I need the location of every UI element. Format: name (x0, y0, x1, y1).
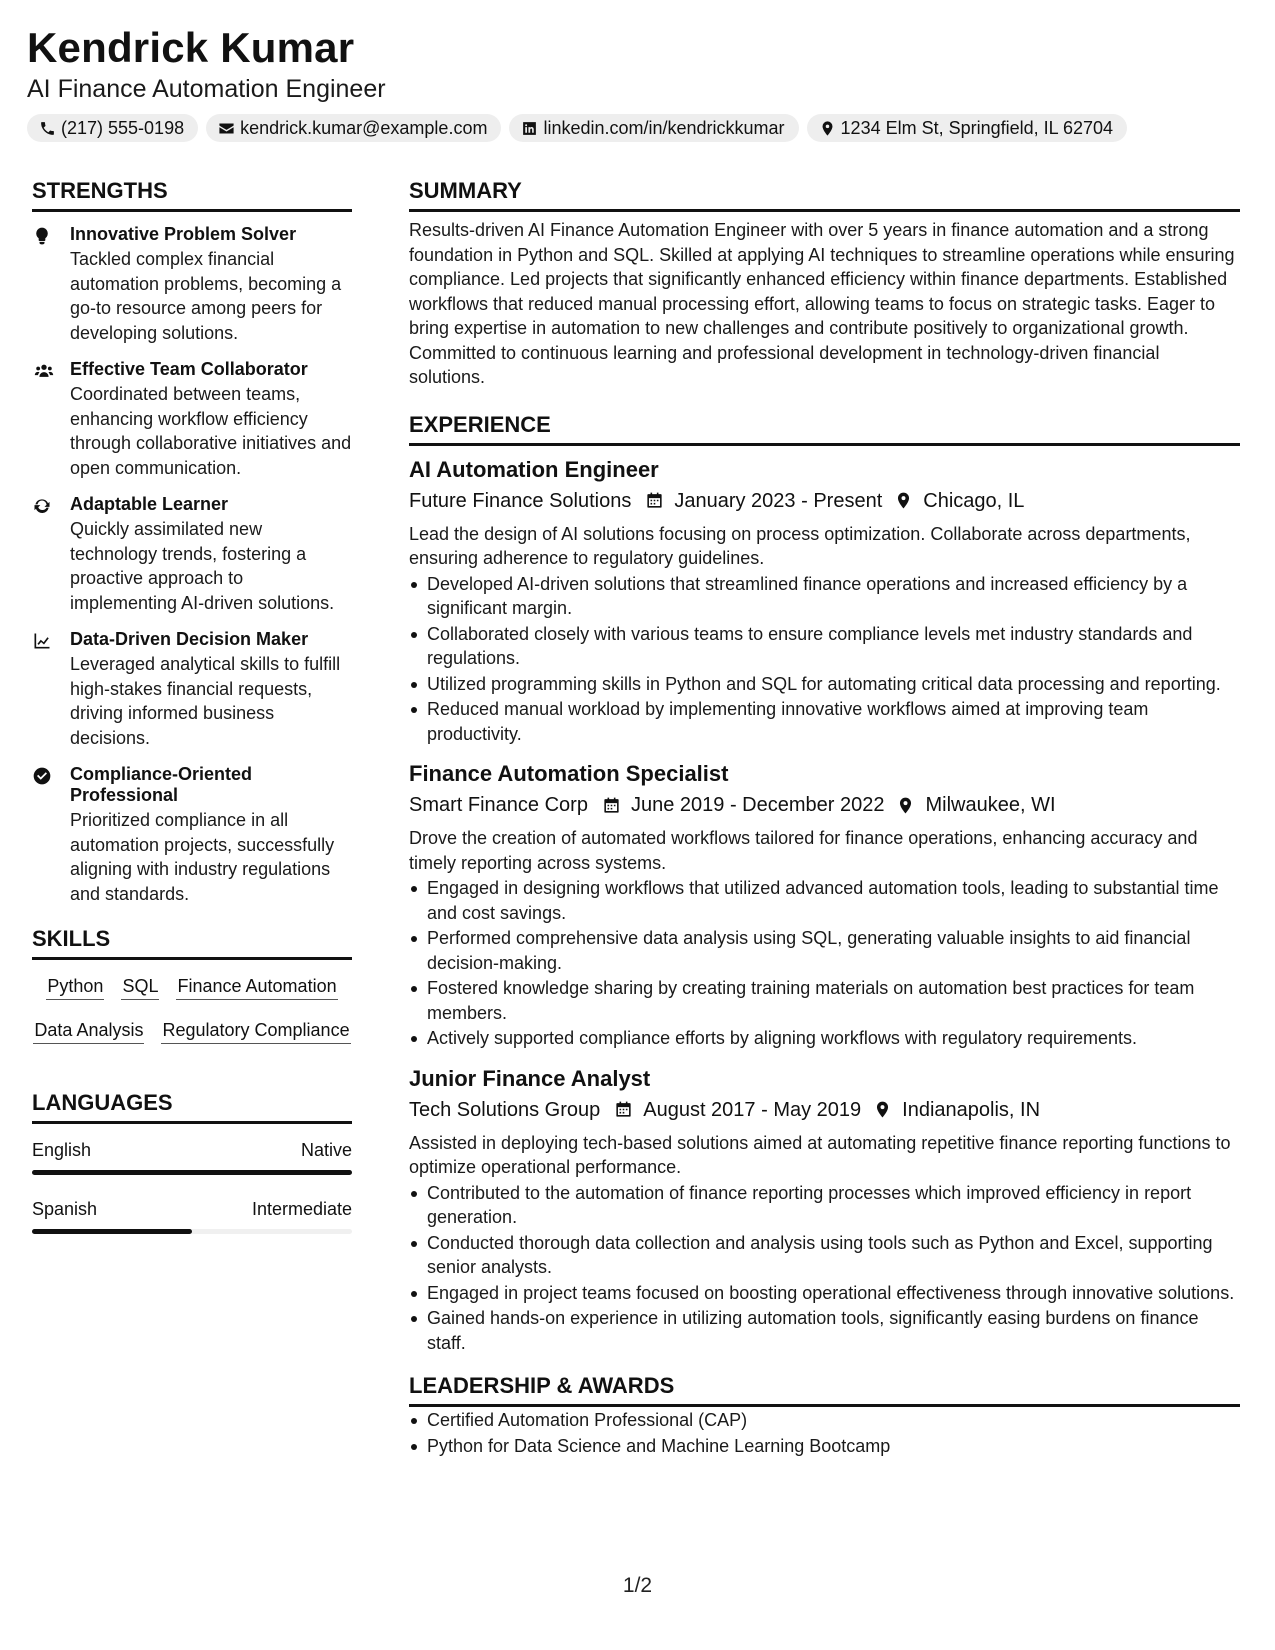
strength-title: Adaptable Learner (70, 494, 229, 514)
strength-title: Data-Driven Decision Maker (70, 629, 309, 649)
job-title: Junior Finance Analyst (409, 1065, 651, 1091)
contact-address-text: 1234 Elm St, Springfield, IL 62704 (840, 117, 1114, 138)
list-item: Actively supported compliance efforts by aligning workflows with regulatory requirements. (409, 1026, 1240, 1051)
job-entry (409, 760, 1240, 1051)
strengths-heading: STRENGTHS (32, 176, 352, 212)
language-name: Spanish (32, 1199, 98, 1219)
users-icon (32, 361, 56, 381)
sync-icon (32, 496, 52, 516)
list-item: Engaged in project teams focused on boosting operational effectiveness through innovative solutions. (409, 1281, 1240, 1306)
job-dates: June 2019 - December 2022 (630, 794, 885, 816)
job-entry (409, 456, 1240, 747)
strength-item (32, 764, 352, 906)
job-meta (409, 1095, 1240, 1125)
strengths-list (32, 224, 352, 906)
lightbulb-icon (32, 226, 52, 246)
language-level: Native (300, 1140, 352, 1160)
strength-desc: Prioritized compliance in all automation projects, successfully aligning with industry regulations and standards. (70, 810, 335, 904)
list-item: Gained hands-on experience in utilizing automation tools, significantly easing burdens on finance staff. (409, 1306, 1240, 1355)
job-bullets (409, 572, 1240, 747)
awards-heading: LEADERSHIP & AWARDS (409, 1371, 1240, 1407)
map-pin-icon (819, 120, 836, 137)
language-name: English (32, 1140, 92, 1160)
strength-title: Innovative Problem Solver (70, 224, 297, 244)
contact-phone-text: (217) 555-0198 (61, 117, 185, 138)
list-item: Collaborated closely with various teams to ensure compliance levels met industry standards and regulations. (409, 622, 1240, 671)
language-item (32, 1138, 352, 1175)
map-pin-icon (873, 1100, 892, 1119)
envelope-icon (218, 120, 235, 137)
contact-phone[interactable] (27, 114, 198, 142)
job-meta (409, 790, 1240, 820)
calendar-icon (614, 1100, 633, 1119)
language-proficiency-bar (32, 1229, 352, 1234)
language-proficiency-bar (32, 1170, 352, 1175)
job-description: Lead the design of AI solutions focusing on process optimization. Collaborate across departments, ensuring adherence to regulatory guidelines. (409, 523, 1191, 568)
job-company: Future Finance Solutions (409, 489, 632, 512)
skills-heading: SKILLS (32, 924, 352, 960)
line-chart-icon (32, 631, 52, 651)
job-description: Assisted in deploying tech-based solutions aimed at automating repetitive finance reporting functions to optimize operational performance. (409, 1132, 1231, 1177)
contact-linkedin-text: linkedin.com/in/kendrickkumar (543, 117, 785, 138)
experience-heading: EXPERIENCE (409, 410, 1240, 446)
list-item: Performed comprehensive data analysis using SQL, generating valuable insights to aid financial decision-making. (409, 926, 1240, 975)
calendar-icon (602, 796, 621, 815)
list-item: Engaged in designing workflows that utilized advanced automation tools, leading to substantial time and cost savings. (409, 876, 1240, 925)
skill-tag: SQL (121, 974, 159, 1000)
contact-address[interactable] (807, 114, 1128, 142)
summary-heading: SUMMARY (409, 176, 1240, 212)
job-description: Drove the creation of automated workflows tailored for finance operations, enhancing accuracy and timely reporting across systems. (409, 828, 1198, 873)
awards-list (409, 1408, 1240, 1458)
awards-section (409, 1371, 1240, 1458)
job-entry (409, 1065, 1240, 1356)
strength-title: Effective Team Collaborator (70, 359, 308, 379)
left-column (32, 176, 352, 1234)
skill-tag: Finance Automation (176, 974, 337, 1000)
resume-header (27, 22, 1257, 142)
list-item: Python for Data Science and Machine Learning Bootcamp (409, 1434, 1240, 1459)
map-pin-icon (896, 796, 915, 815)
skills-list (32, 974, 352, 1044)
strength-item (32, 629, 352, 750)
job-meta (409, 486, 1240, 516)
job-company: Tech Solutions Group (409, 1098, 601, 1121)
experience-section (409, 410, 1240, 1356)
list-item: Developed AI-driven solutions that streamlined finance operations and increased efficiency by a significant margin. (409, 572, 1240, 621)
strength-desc: Quickly assimilated new technology trends, fostering a proactive approach to implementing AI-driven solutions. (70, 519, 335, 613)
calendar-icon (645, 491, 664, 510)
list-item: Certified Automation Professional (CAP) (409, 1408, 1240, 1433)
strength-item (32, 359, 352, 480)
list-item: Fostered knowledge sharing by creating training materials on automation best practices for team members. (409, 976, 1240, 1025)
linkedin-icon (521, 120, 538, 137)
candidate-role: AI Finance Automation Engineer (27, 75, 386, 103)
contact-email-text: kendrick.kumar@example.com (240, 117, 488, 138)
job-location: Milwaukee, WI (925, 794, 1056, 816)
list-item: Contributed to the automation of finance reporting processes which improved efficiency in report generation. (409, 1181, 1240, 1230)
skill-tag: Data Analysis (33, 1018, 144, 1044)
job-location: Chicago, IL (923, 489, 1025, 512)
map-pin-icon (894, 491, 913, 510)
strength-title: Compliance-Oriented Professional (70, 764, 253, 805)
job-dates: August 2017 - May 2019 (643, 1098, 862, 1121)
list-item: Utilized programming skills in Python and SQL for automating critical data processing and reporting. (409, 672, 1240, 697)
phone-icon (39, 120, 56, 137)
job-title: AI Automation Engineer (409, 456, 659, 482)
language-level: Intermediate (251, 1199, 352, 1219)
strength-desc: Tackled complex financial automation problems, becoming a go-to resource among peers for developing solutions. (70, 249, 342, 343)
candidate-name: Kendrick Kumar (27, 24, 355, 71)
language-proficiency-fill (32, 1170, 352, 1175)
page-number: 1/2 (622, 1574, 653, 1597)
strength-item (32, 224, 352, 345)
right-column (409, 176, 1240, 1459)
skill-tag: Regulatory Compliance (161, 1018, 350, 1044)
job-title: Finance Automation Specialist (409, 761, 729, 786)
contact-email[interactable] (206, 114, 501, 142)
contact-bar (27, 114, 1257, 142)
language-item (32, 1197, 352, 1234)
list-item: Conducted thorough data collection and analysis using tools such as Python and Excel, supporting senior analysts. (409, 1231, 1240, 1280)
strength-desc: Coordinated between teams, enhancing workflow efficiency through collaborative initiatives and open communication. (70, 384, 352, 478)
check-circle-icon (32, 766, 52, 786)
job-bullets (409, 1181, 1240, 1356)
summary-text: Results-driven AI Finance Automation Engineer with over 5 years in finance automation and a strong foundation in Python and SQL. Skilled at applying AI techniques to streamline operations while ensuring compliance. Led projects that significantly enhanced efficiency within finance departments. Established workflows that reduced manual processing effort, allowing teams to focus on strategic tasks. Eager to bring expertise in automation to new challenges and contribute positively to organizational growth. Committed to continuous learning and professional development in technology-driven financial solutions. (409, 220, 1235, 387)
job-company: Smart Finance Corp (409, 794, 588, 816)
job-dates: January 2023 - Present (674, 489, 883, 512)
skill-tag: Python (46, 974, 104, 1000)
list-item: Reduced manual workload by implementing innovative workflows aimed at improving team productivity. (409, 697, 1240, 746)
job-bullets (409, 876, 1240, 1051)
languages-section (32, 1088, 352, 1234)
strength-item (32, 494, 352, 615)
contact-linkedin[interactable] (509, 114, 798, 142)
language-proficiency-fill (32, 1229, 192, 1234)
job-location: Indianapolis, IN (902, 1098, 1041, 1121)
strength-desc: Leveraged analytical skills to fulfill high-stakes financial requests, driving informed business decisions. (70, 654, 341, 748)
languages-heading: LANGUAGES (32, 1088, 352, 1124)
